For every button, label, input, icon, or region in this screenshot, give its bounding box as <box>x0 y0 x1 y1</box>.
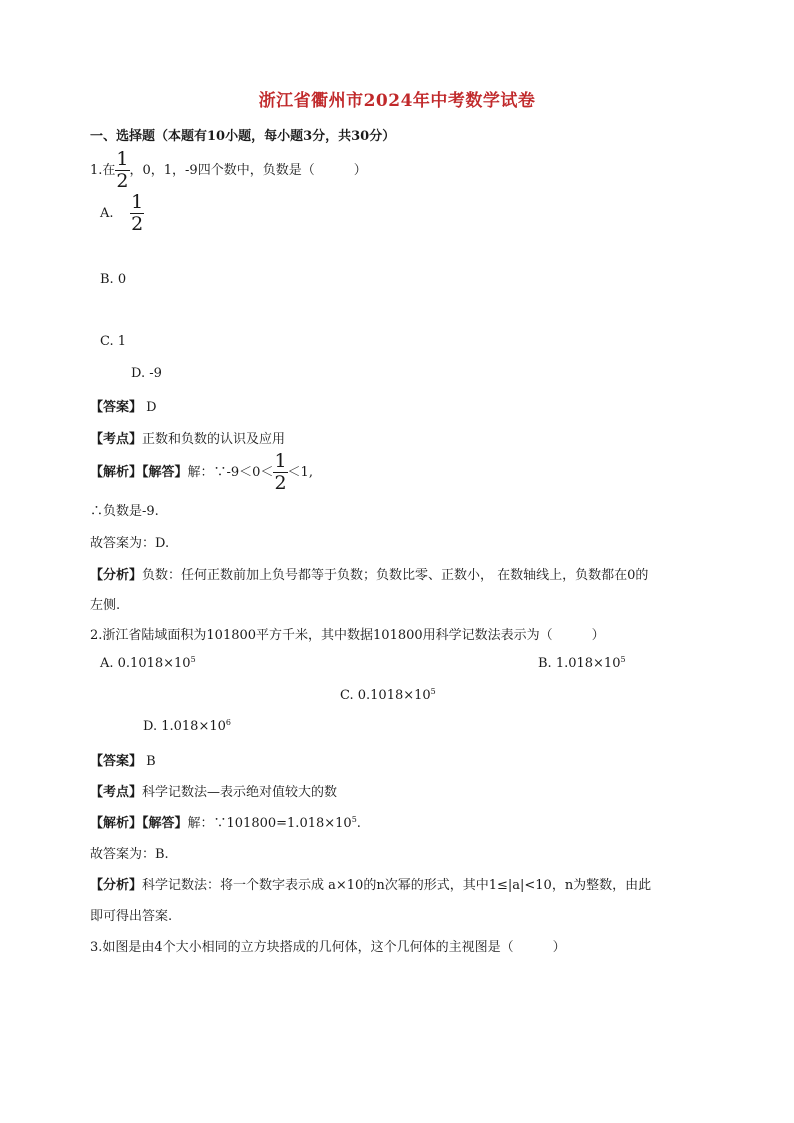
q1-fenxi-line2: 左侧. <box>90 598 121 613</box>
fenxi-tag: 【分析】 <box>90 878 143 893</box>
point-text: 科学记数法—表示绝对值较大的数 <box>142 785 338 800</box>
point-tag: 【考点】 <box>90 785 143 800</box>
q2-point <box>90 781 337 800</box>
q2-option-b-text: B. 1.018×10 <box>538 656 621 671</box>
q2-option-b <box>538 656 626 671</box>
section-heading: 一、选择题（本题有10小题，每小题3分，共30分） <box>90 129 396 144</box>
fraction-denominator: 2 <box>274 472 287 494</box>
analysis-text-pre: 解：∵-9＜0＜ <box>187 465 274 480</box>
exponent: 5 <box>430 687 436 696</box>
q2-option-a <box>100 656 196 671</box>
analysis-text: 解：∵101800=1.018×10 <box>187 816 352 831</box>
fraction-numerator: 1 <box>274 450 287 472</box>
point-text: 正数和负数的认识及应用 <box>142 432 286 447</box>
answer-value: B <box>146 754 156 769</box>
question-2-stem: 2.浙江省陆域面积为101800平方千米，其中数据101800用科学记数法表示为（ ） <box>90 628 605 643</box>
q1-option-a-label: A. <box>100 206 114 221</box>
q1-answer <box>90 396 157 415</box>
q1-option-a <box>100 193 144 234</box>
exponent: 6 <box>225 718 231 727</box>
answer-tag: 【答案】 <box>90 400 143 415</box>
q1-analysis-line2: ∴负数是-9. <box>90 504 159 519</box>
fraction-one-half <box>273 452 287 493</box>
fenxi-text: 科学记数法：将一个数字表示成 a×10的n次幂的形式，其中1≤|a|<10，n为整数，由此 <box>142 878 652 893</box>
point-tag: 【考点】 <box>90 432 143 447</box>
q1-option-b: B. 0 <box>100 272 127 287</box>
q1-option-d: D. -9 <box>131 366 162 381</box>
q2-analysis <box>90 812 361 831</box>
fenxi-tag: 【分析】 <box>90 568 143 583</box>
fraction-numerator: 1 <box>116 148 129 170</box>
fraction-denominator: 2 <box>116 170 129 192</box>
question-1-stem <box>90 150 367 191</box>
q2-option-c-text: C. 0.1018×10 <box>340 688 431 703</box>
q1-fenxi <box>90 564 648 583</box>
q2-analysis-line2: 故答案为：B. <box>90 847 169 862</box>
fraction-one-half <box>115 150 129 191</box>
q1-point <box>90 428 285 447</box>
fraction-one-half <box>130 193 144 234</box>
answer-value: D <box>146 400 157 415</box>
q2-fenxi <box>90 874 651 893</box>
question-3-stem: 3.如图是由4个大小相同的立方块搭成的几何体，这个几何体的主视图是（ ） <box>90 940 566 955</box>
analysis-tag: 【解析】【解答】 <box>90 465 188 480</box>
fraction-numerator: 1 <box>131 191 144 213</box>
analysis-text-post: ＜1, <box>287 465 313 480</box>
analysis-end: . <box>356 816 361 831</box>
q1-rest: ，0，1，-9四个数中，负数是（ ） <box>129 163 367 178</box>
exponent: 5 <box>351 815 357 824</box>
q1-option-c: C. 1 <box>100 334 127 349</box>
q2-option-a-text: A. 0.1018×10 <box>100 656 191 671</box>
q1-analysis-line3: 故答案为：D. <box>90 536 170 551</box>
q1-prefix: 1.在 <box>90 163 116 178</box>
analysis-tag: 【解析】【解答】 <box>90 816 188 831</box>
q2-answer <box>90 750 156 769</box>
exponent: 5 <box>190 655 196 664</box>
q2-option-c <box>340 688 436 703</box>
q2-option-d <box>143 719 231 734</box>
answer-tag: 【答案】 <box>90 754 143 769</box>
q2-option-d-text: D. 1.018×10 <box>143 719 226 734</box>
fraction-denominator: 2 <box>131 213 144 235</box>
exponent: 5 <box>620 655 626 664</box>
document-title: 浙江省衢州市2024年中考数学试卷 <box>258 91 536 111</box>
q2-fenxi-line2: 即可得出答案. <box>90 909 173 924</box>
q1-analysis <box>90 452 313 493</box>
fenxi-text: 负数：任何正数前加上负号都等于负数；负数比零、正数小， 在数轴线上，负数都在0的 <box>142 568 649 583</box>
